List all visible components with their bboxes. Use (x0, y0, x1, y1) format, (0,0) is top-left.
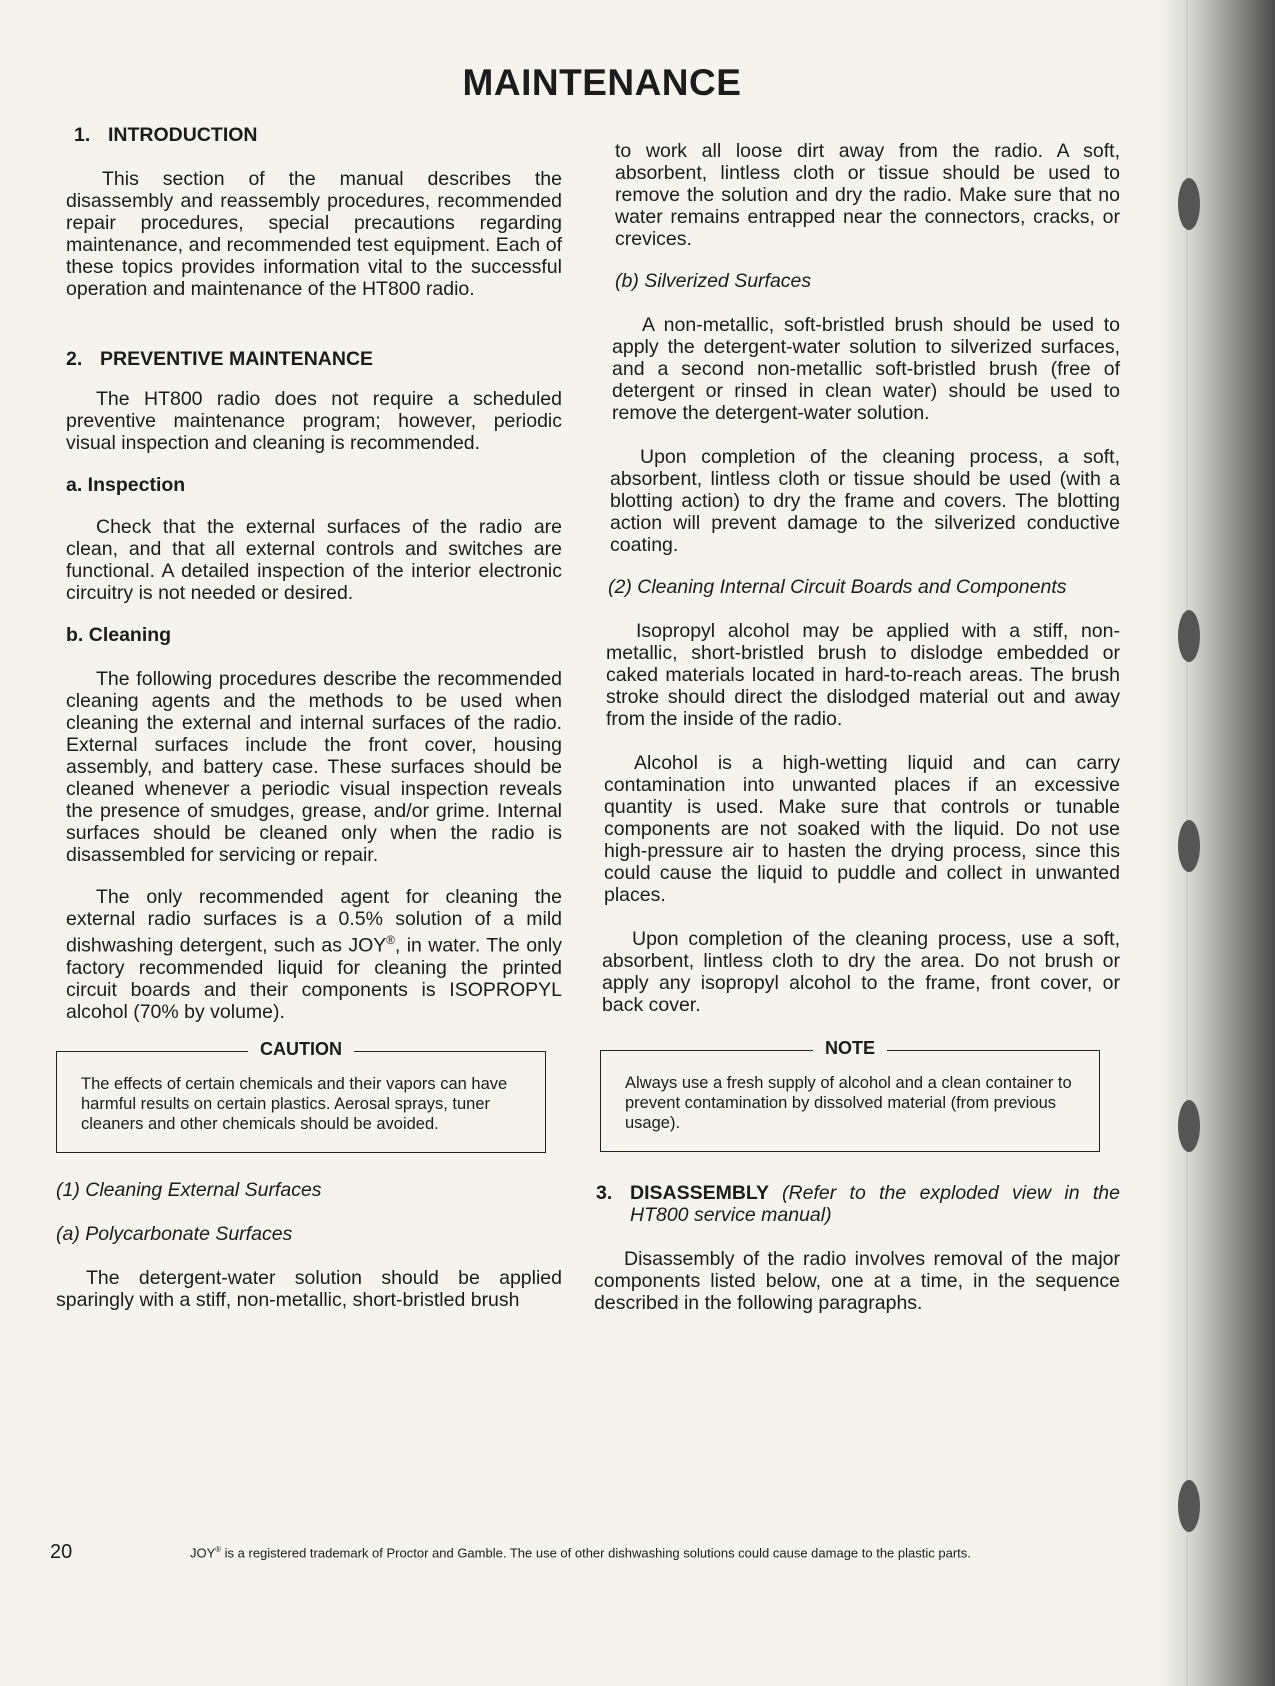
footnote-registered-mark: ® (215, 1545, 222, 1554)
binder-hole (1178, 1100, 1200, 1152)
left-column (56, 124, 563, 1311)
caution-text: The effects of certain chemicals and their vapors can have harmful results on certain plastics. Aerosal sprays, tuner cleaners and other chemicals should be avoided. (81, 1074, 508, 1133)
cleaning-agent-text-a: The only recommended agent for cleaning the external radio surfaces is a 0.5% solution of a mild dishwashing detergent, such as JOY (66, 886, 562, 957)
section-heading-preventive-maintenance (66, 348, 562, 370)
section-number: 2. (66, 348, 83, 370)
cleaning-paragraph-1: The following procedures describe the recommended cleaning agents and the methods to be used when cleaning the external and internal surfaces of the radio. External surfaces include the front cover, housing assembly, and battery case. These surfaces should be cleaned whenever a periodic visual inspection reveals the presence of smudges, grease, and/or grime. Internal surfaces should be cleaned only when the radio is disassembled for servicing or repair. (66, 668, 562, 866)
note-label-wrap (601, 1038, 1099, 1059)
section-heading-introduction (74, 124, 562, 146)
internal-paragraph-3: Upon completion of the cleaning process, use a soft, absorbent, lintless cloth to dry the area. Do not brush or apply any isopropyl alcohol to the frame, front cover, or back cover. (602, 928, 1120, 1016)
binder-hole (1178, 1480, 1200, 1532)
binder-hole (1178, 820, 1200, 872)
section-title: INTRODUCTION (108, 124, 258, 146)
section-number: 3. (596, 1182, 613, 1204)
heading-silverized-surfaces: (b) Silverized Surfaces (615, 270, 812, 292)
note-text: Always use a fresh supply of alcohol and a clean container to prevent contamination by dissolved material (from previous usage). (625, 1074, 1072, 1132)
section-title: DISASSEMBLY (630, 1182, 769, 1204)
heading-polycarbonate-surfaces: (a) Polycarbonate Surfaces (56, 1222, 293, 1245)
cleaning-paragraph-2 (66, 886, 562, 1023)
page-number: 20 (50, 1541, 73, 1563)
footnote-brand: JOY (190, 1545, 216, 1561)
caution-label: CAUTION (248, 1039, 354, 1059)
caution-label-wrap (57, 1039, 545, 1060)
footnote-text: is a registered trademark of Proctor and Gamble. The use of other dishwashing solutions could cause damage to the plastic parts. (221, 1545, 971, 1561)
right-column (594, 140, 1120, 1314)
caution-box (56, 1038, 546, 1153)
section-heading-disassembly (596, 1182, 1120, 1226)
intro-paragraph: This section of the manual describes the disassembly and reassembly procedures, recommended repair procedures, special precautions regarding maintenance, and recommended test equipment. Each of these topics provides information vital to the successful operation and maintenance of the HT800 radio. (66, 168, 562, 300)
section-number: 1. (74, 124, 91, 146)
note-label: NOTE (813, 1038, 887, 1058)
section-title: PREVENTIVE MAINTENANCE (100, 348, 374, 370)
internal-paragraph-2: Alcohol is a high-wetting liquid and can carry contamination into unwanted places if an excessive quantity is used. Make sure that controls or tunable components are not soaked with the liquid. Do not use high-pressure air to hasten the drying process, since this could cause the liquid to puddle and collect in unwanted places. (604, 752, 1120, 906)
registered-mark: ® (386, 934, 395, 947)
binder-hole (1178, 178, 1200, 230)
heading-cleaning-external: (1) Cleaning External Surfaces (56, 1178, 322, 1201)
subsection-heading-inspection: a. Inspection (66, 474, 186, 496)
binder-hole (1178, 610, 1200, 662)
polycarbonate-paragraph-start: The detergent-water solution should be applied sparingly with a stiff, non-metallic, short-bristled brush (56, 1266, 562, 1311)
polycarbonate-paragraph-continued: to work all loose dirt away from the radio. A soft, absorbent, lintless cloth or tissue should be used to remove the solution and dry the radio. Make sure that no water remains entrapped near the connectors, cracks, or crevices. (615, 140, 1120, 250)
inspection-paragraph: Check that the external surfaces of the radio are clean, and that all external controls and switches are functional. A detailed inspection of the interior electronic circuitry is not needed or desired. (66, 516, 562, 604)
note-box (600, 1038, 1100, 1152)
silverized-paragraph-1: A non-metallic, soft-bristled brush should be used to apply the detergent-water solution to silverized surfaces, and a second non-metallic soft-bristled brush (free of detergent or rinsed in clean water) should be used to remove the detergent-water solution. (612, 314, 1120, 424)
footnote (190, 1545, 1090, 1560)
silverized-paragraph-2: Upon completion of the cleaning process, a soft, absorbent, lintless cloth or tissue should be used (with a blotting action) to dry the frame and covers. The blotting action will prevent damage to the silverized conductive coating. (610, 446, 1120, 556)
subsection-heading-cleaning: b. Cleaning (66, 624, 172, 646)
heading-cleaning-internal: (2) Cleaning Internal Circuit Boards and Components (608, 576, 1067, 598)
preventive-paragraph: The HT800 radio does not require a scheduled preventive maintenance program; however, periodic visual inspection and cleaning is recommended. (66, 388, 562, 454)
disassembly-paragraph: Disassembly of the radio involves removal of the major components listed below, one at a time, in the sequence described in the following paragraphs. (594, 1248, 1120, 1314)
cleaning-agent-text-b: , in water. The only factory recommended liquid for cleaning the printed circuit boards and their components is ISOPROPYL alcohol (70% by volume). (66, 934, 563, 1023)
disassembly-reference: (Refer to the exploded view in the HT800 service manual) (630, 1182, 1120, 1226)
internal-paragraph-1: Isopropyl alcohol may be applied with a stiff, non-metallic, short-bristled brush to dislodge embedded or caked materials located in hard-to-reach areas. The brush stroke should direct the dislodged material out and away from the inside of the radio. (606, 620, 1120, 730)
page-title: MAINTENANCE (462, 62, 742, 103)
